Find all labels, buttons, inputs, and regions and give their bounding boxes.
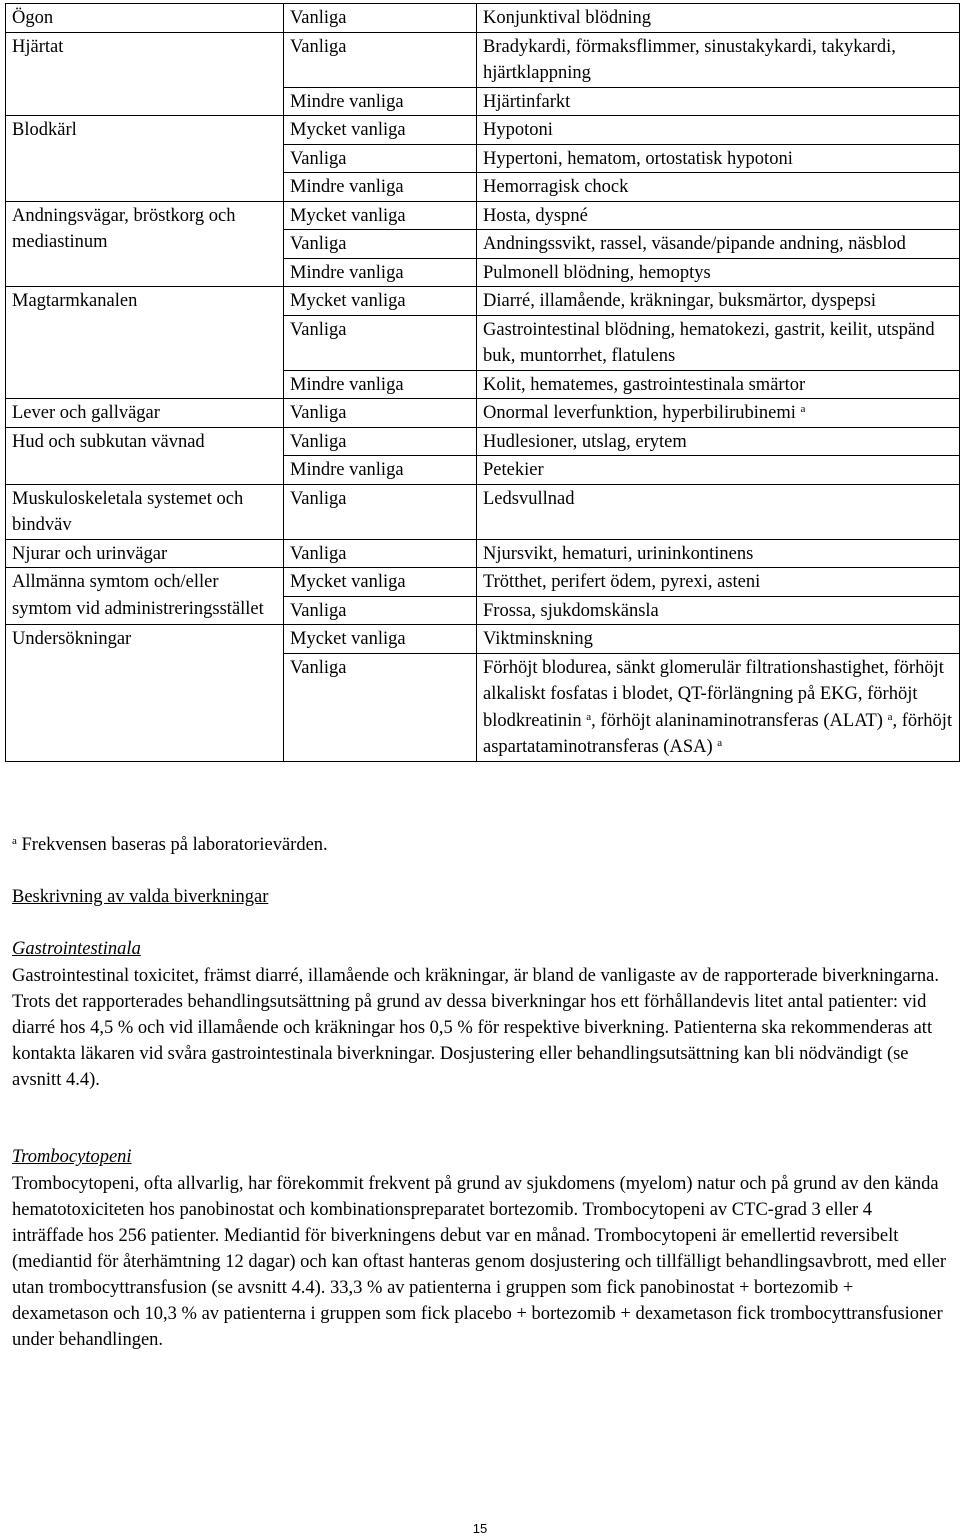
frequency-cell: Mycket vanliga bbox=[284, 201, 477, 230]
effect-text: Hosta, dyspné bbox=[483, 205, 588, 226]
footnote-marker: a bbox=[800, 403, 806, 415]
effect-cell bbox=[477, 653, 960, 761]
effect-text: Andningssvikt, rassel, väsande/pipande andning, näsblod bbox=[483, 234, 906, 254]
footnote-marker: a bbox=[12, 835, 17, 847]
organ-cell: Undersökningar bbox=[6, 625, 284, 762]
frequency-cell: Mycket vanliga bbox=[284, 116, 477, 145]
frequency-cell: Mindre vanliga bbox=[284, 456, 477, 485]
frequency-cell: Vanliga bbox=[284, 484, 477, 539]
effect-text: Petekier bbox=[483, 460, 544, 480]
table-row bbox=[6, 287, 960, 316]
organ-cell: Hjärtat bbox=[6, 32, 284, 116]
effect-text: Trötthet, perifert ödem, pyrexi, asteni bbox=[483, 572, 761, 592]
frequency-cell: Mindre vanliga bbox=[284, 87, 477, 116]
effect-cell bbox=[477, 484, 960, 539]
frequency-cell: Mycket vanliga bbox=[284, 625, 477, 654]
organ-cell: Magtarmkanalen bbox=[6, 287, 284, 399]
effect-cell bbox=[477, 370, 960, 399]
effect-cell bbox=[477, 173, 960, 202]
subheading-thrombocytopenia: Trombocytopeni bbox=[12, 1147, 132, 1167]
effect-cell bbox=[477, 427, 960, 456]
table-footnote bbox=[12, 832, 328, 858]
organ-cell: Njurar och urinvägar bbox=[6, 539, 284, 568]
effect-cell bbox=[477, 539, 960, 568]
page-number: 15 bbox=[472, 1521, 488, 1536]
frequency-cell: Mycket vanliga bbox=[284, 568, 477, 597]
frequency-cell: Vanliga bbox=[284, 32, 477, 87]
frequency-cell: Vanliga bbox=[284, 315, 477, 370]
effect-cell bbox=[477, 4, 960, 33]
footnote-marker: a bbox=[586, 710, 592, 723]
table-row bbox=[6, 399, 960, 428]
table-row bbox=[6, 32, 960, 87]
table-row bbox=[6, 201, 960, 230]
effect-cell bbox=[477, 32, 960, 87]
effect-cell bbox=[477, 596, 960, 625]
effect-text: Hemorragisk chock bbox=[483, 177, 629, 197]
paragraph-gastrointestinal: Gastrointestinal toxicitet, främst diarré, illamående och kräkningar, är bland de vanligaste av de rapporterade biverkningarna. Trots det rapporterades behandlingsutsättning på grund av dessa biverkningar hos ett förhållandevis litet antal patienter: vid diarré hos 4,5 % och vid illamående och kräkningar hos 0,5 % för respektive biverkning. Patienterna ska rekommenderas att kontakta läkaren vid svåra gastrointestinala biverkningar. Dosjustering eller behandlingsutsättning kan bli nödvändigt (se avsnitt 4.4). bbox=[12, 966, 939, 1090]
frequency-cell: Mindre vanliga bbox=[284, 370, 477, 399]
table-row bbox=[6, 539, 960, 568]
frequency-cell: Mindre vanliga bbox=[284, 173, 477, 202]
frequency-cell: Vanliga bbox=[284, 399, 477, 428]
footnote-text: Frekvensen baseras på laboratorievärden. bbox=[16, 835, 328, 855]
organ-cell: Blodkärl bbox=[6, 116, 284, 202]
footnote-marker: a bbox=[887, 710, 893, 723]
frequency-cell: Vanliga bbox=[284, 427, 477, 456]
organ-cell: Ögon bbox=[6, 4, 284, 33]
table-row bbox=[6, 116, 960, 145]
effect-text: Ledsvullnad bbox=[483, 488, 575, 509]
table-row bbox=[6, 4, 960, 33]
table-row bbox=[6, 484, 960, 539]
effect-text: Onormal leverfunktion, hyperbilirubinemi bbox=[483, 403, 801, 423]
table-row bbox=[6, 625, 960, 654]
effect-text: Pulmonell blödning, hemoptys bbox=[483, 262, 711, 283]
effect-cell bbox=[477, 287, 960, 316]
frequency-cell: Vanliga bbox=[284, 4, 477, 33]
organ-cell: Allmänna symtom och/eller symtom vid administreringsstället bbox=[6, 568, 284, 625]
effect-text: Hjärtinfarkt bbox=[483, 91, 571, 112]
table-row bbox=[6, 568, 960, 597]
effect-cell bbox=[477, 258, 960, 287]
table-row bbox=[6, 427, 960, 456]
effect-text: Frossa, sjukdomskänsla bbox=[483, 600, 659, 621]
effect-text: Diarré, illamående, kräkningar, buksmärtor, dyspepsi bbox=[483, 291, 877, 311]
effect-cell bbox=[477, 144, 960, 173]
frequency-cell: Mindre vanliga bbox=[284, 258, 477, 287]
paragraph-thrombocytopenia: Trombocytopeni, ofta allvarlig, har förekommit frekvent på grund av sjukdomens (myelom) natur och på grund av den kända hematotoxiciteten hos panobinostat och kombinationspreparatet bortezomib. Trombocytopeni av CTC-grad 3 eller 4 inträffade hos 256 patienter. Mediantid för biverkningens debut var en månad. Trombocytopeni är emellertid reversibelt (mediantid för återhämtning 12 dagar) och kan oftast hanteras genom dosjustering och tillfälligt behandlingsavbrott, med eller utan trombocyttransfusion (se avsnitt 4.4). 33,3 % av patienterna i gruppen som fick panobinostat + bortezomib + dexametason och 10,3 % av patienterna i gruppen som fick placebo + bortezomib + dexametason fick trombocyttransfusioner under behandlingen. bbox=[12, 1174, 946, 1350]
frequency-cell: Mycket vanliga bbox=[284, 287, 477, 316]
frequency-cell: Vanliga bbox=[284, 539, 477, 568]
subheading-gastrointestinal: Gastrointestinala bbox=[12, 939, 141, 959]
effect-text: Förhöjt blodurea, sänkt glomerulär filtrationshastighet, förhöjt alkaliskt fosfatas i blodet, QT-förlängning på EKG, förhöjt blodkreatinin bbox=[483, 657, 944, 731]
organ-cell: Lever och gallvägar bbox=[6, 399, 284, 428]
effect-text: , förhöjt alaninaminotransferas (ALAT) bbox=[591, 710, 888, 731]
effect-text: Hudlesioner, utslag, erytem bbox=[483, 431, 687, 452]
effect-text: Hypotoni bbox=[483, 120, 553, 140]
effect-cell bbox=[477, 568, 960, 597]
effect-text: Bradykardi, förmaksflimmer, sinustakykardi, takykardi, hjärtklappning bbox=[483, 36, 896, 83]
adverse-reactions-table bbox=[5, 3, 960, 762]
effect-text: Hypertoni, hematom, ortostatisk hypotoni bbox=[483, 148, 793, 169]
effect-cell bbox=[477, 87, 960, 116]
table-body bbox=[6, 4, 960, 762]
frequency-cell: Vanliga bbox=[284, 230, 477, 259]
frequency-cell: Vanliga bbox=[284, 653, 477, 761]
effect-text: , förhöjt aspartataminotransferas (ASA) bbox=[483, 710, 953, 757]
effect-cell bbox=[477, 201, 960, 230]
frequency-cell: Vanliga bbox=[284, 596, 477, 625]
effect-cell bbox=[477, 456, 960, 485]
effect-cell bbox=[477, 625, 960, 654]
effect-text: Gastrointestinal blödning, hematokezi, gastrit, keilit, utspänd buk, muntorrhet, flatulens bbox=[483, 319, 935, 366]
effect-cell bbox=[477, 315, 960, 370]
footnote-marker: a bbox=[717, 737, 723, 749]
organ-cell: Andningsvägar, bröstkorg och mediastinum bbox=[6, 201, 284, 287]
effect-cell bbox=[477, 399, 960, 428]
section-title: Beskrivning av valda biverkningar bbox=[12, 887, 269, 907]
effect-text: Viktminskning bbox=[483, 629, 593, 649]
frequency-cell: Vanliga bbox=[284, 144, 477, 173]
organ-cell: Hud och subkutan vävnad bbox=[6, 427, 284, 484]
effect-cell bbox=[477, 116, 960, 145]
effect-text: Njursvikt, hematuri, urininkontinens bbox=[483, 543, 754, 564]
effect-text: Kolit, hematemes, gastrointestinala smärtor bbox=[483, 374, 806, 395]
organ-cell: Muskuloskeletala systemet och bindväv bbox=[6, 484, 284, 539]
effect-cell bbox=[477, 230, 960, 259]
effect-text: Konjunktival blödning bbox=[483, 8, 652, 28]
